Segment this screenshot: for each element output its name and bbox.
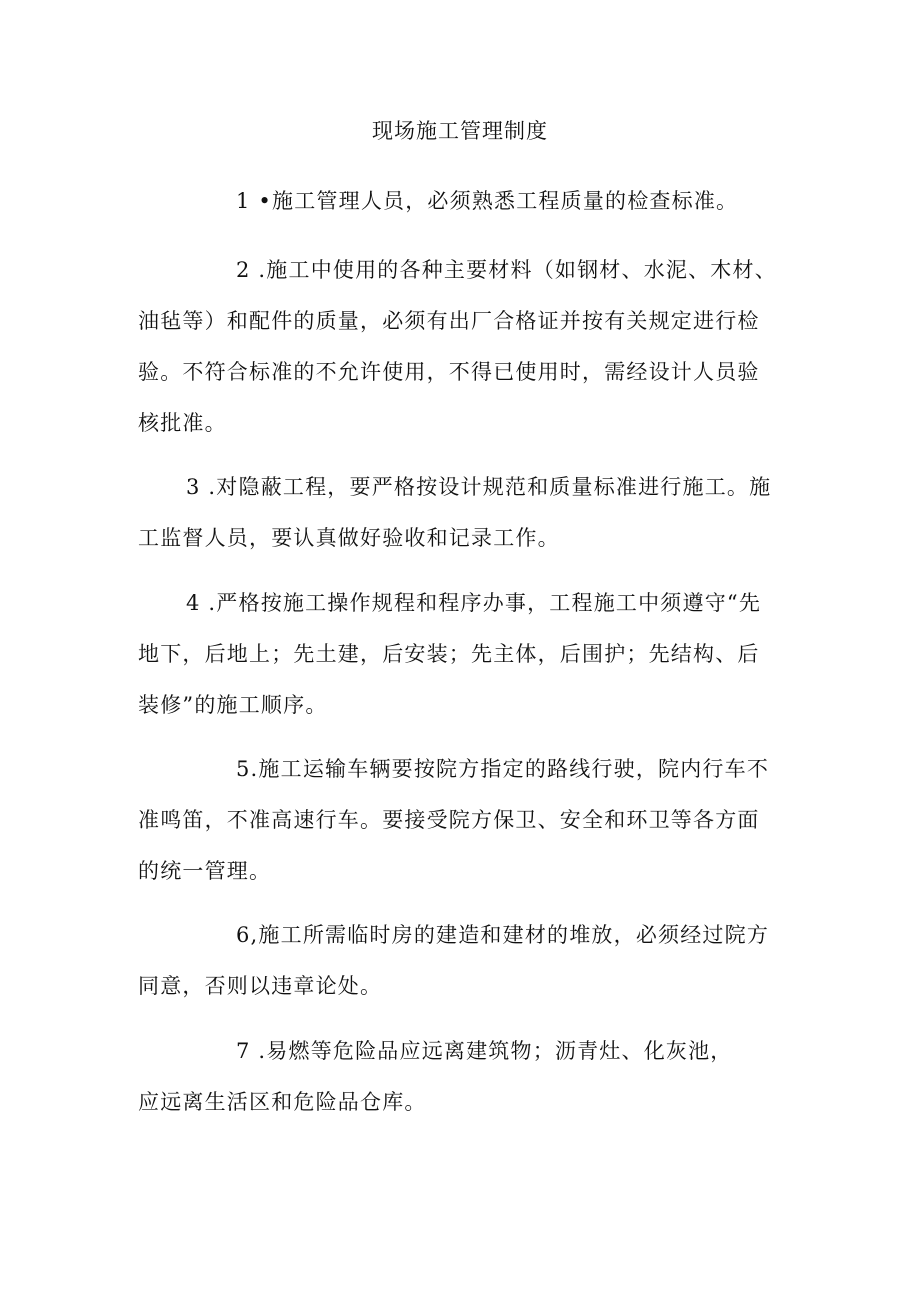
rule-paragraph-1 — [138, 176, 810, 227]
rule-1-line-1: 1 •施工管理人员，必须熟悉工程质量的检查标准。 — [236, 189, 739, 213]
rule-3-line-1: 3 .对隐蔽工程，要严格按设计规范和质量标准进行施工。施 — [186, 475, 772, 499]
document-title: 现场施工管理制度 — [372, 119, 548, 143]
rule-2-line-1: 2 .施工中使用的各种主要材料（如钢材、水泥、木材、 — [236, 258, 777, 282]
rule-4-line-2: 地下，后地上；先土建，后安装；先主体，后围护；先结构、后 — [138, 642, 760, 666]
rule-paragraph-4 — [138, 578, 810, 731]
rule-paragraph-5 — [138, 744, 810, 897]
rule-7-line-2: 应远离生活区和危险品仓库。 — [138, 1090, 427, 1114]
rule-paragraph-3 — [138, 462, 810, 564]
rule-5-line-3: 的统一管理。 — [138, 859, 272, 883]
rule-5-line-2: 准鸣笛，不准高速行车。要接受院方保卫、安全和环卫等各方面 — [138, 808, 760, 832]
rule-paragraph-2 — [138, 245, 810, 449]
rule-2-line-3: 验。不符合标准的不允许使用，不得已使用时，需经设计人员验 — [138, 360, 760, 384]
rule-6-line-2: 同意，否则以违章论处。 — [138, 974, 383, 998]
rule-2-line-2: 油毡等）和配件的质量，必须有出厂合格证并按有关规定进行检 — [138, 309, 760, 333]
rule-5-line-1: 5.施工运输车辆要按院方指定的路线行驶，院内行车不 — [236, 757, 770, 781]
rule-paragraph-7 — [138, 1026, 810, 1128]
rule-paragraph-6 — [138, 910, 810, 1012]
rule-2-line-4: 核批准。 — [138, 411, 227, 435]
rule-7-line-1: 7 .易燃等危险品应远离建筑物；沥青灶、化灰池， — [236, 1039, 733, 1063]
rule-3-line-2: 工监督人员，要认真做好验收和记录工作。 — [138, 526, 560, 550]
rule-4-line-3: 装修”的施工顺序。 — [138, 693, 328, 717]
rule-4-line-1: 4 .严格按施工操作规程和程序办事，工程施工中须遵守“先 — [186, 591, 762, 615]
rule-6-line-1: 6,施工所需临时房的建造和建材的堆放，必须经过院方 — [236, 923, 770, 947]
